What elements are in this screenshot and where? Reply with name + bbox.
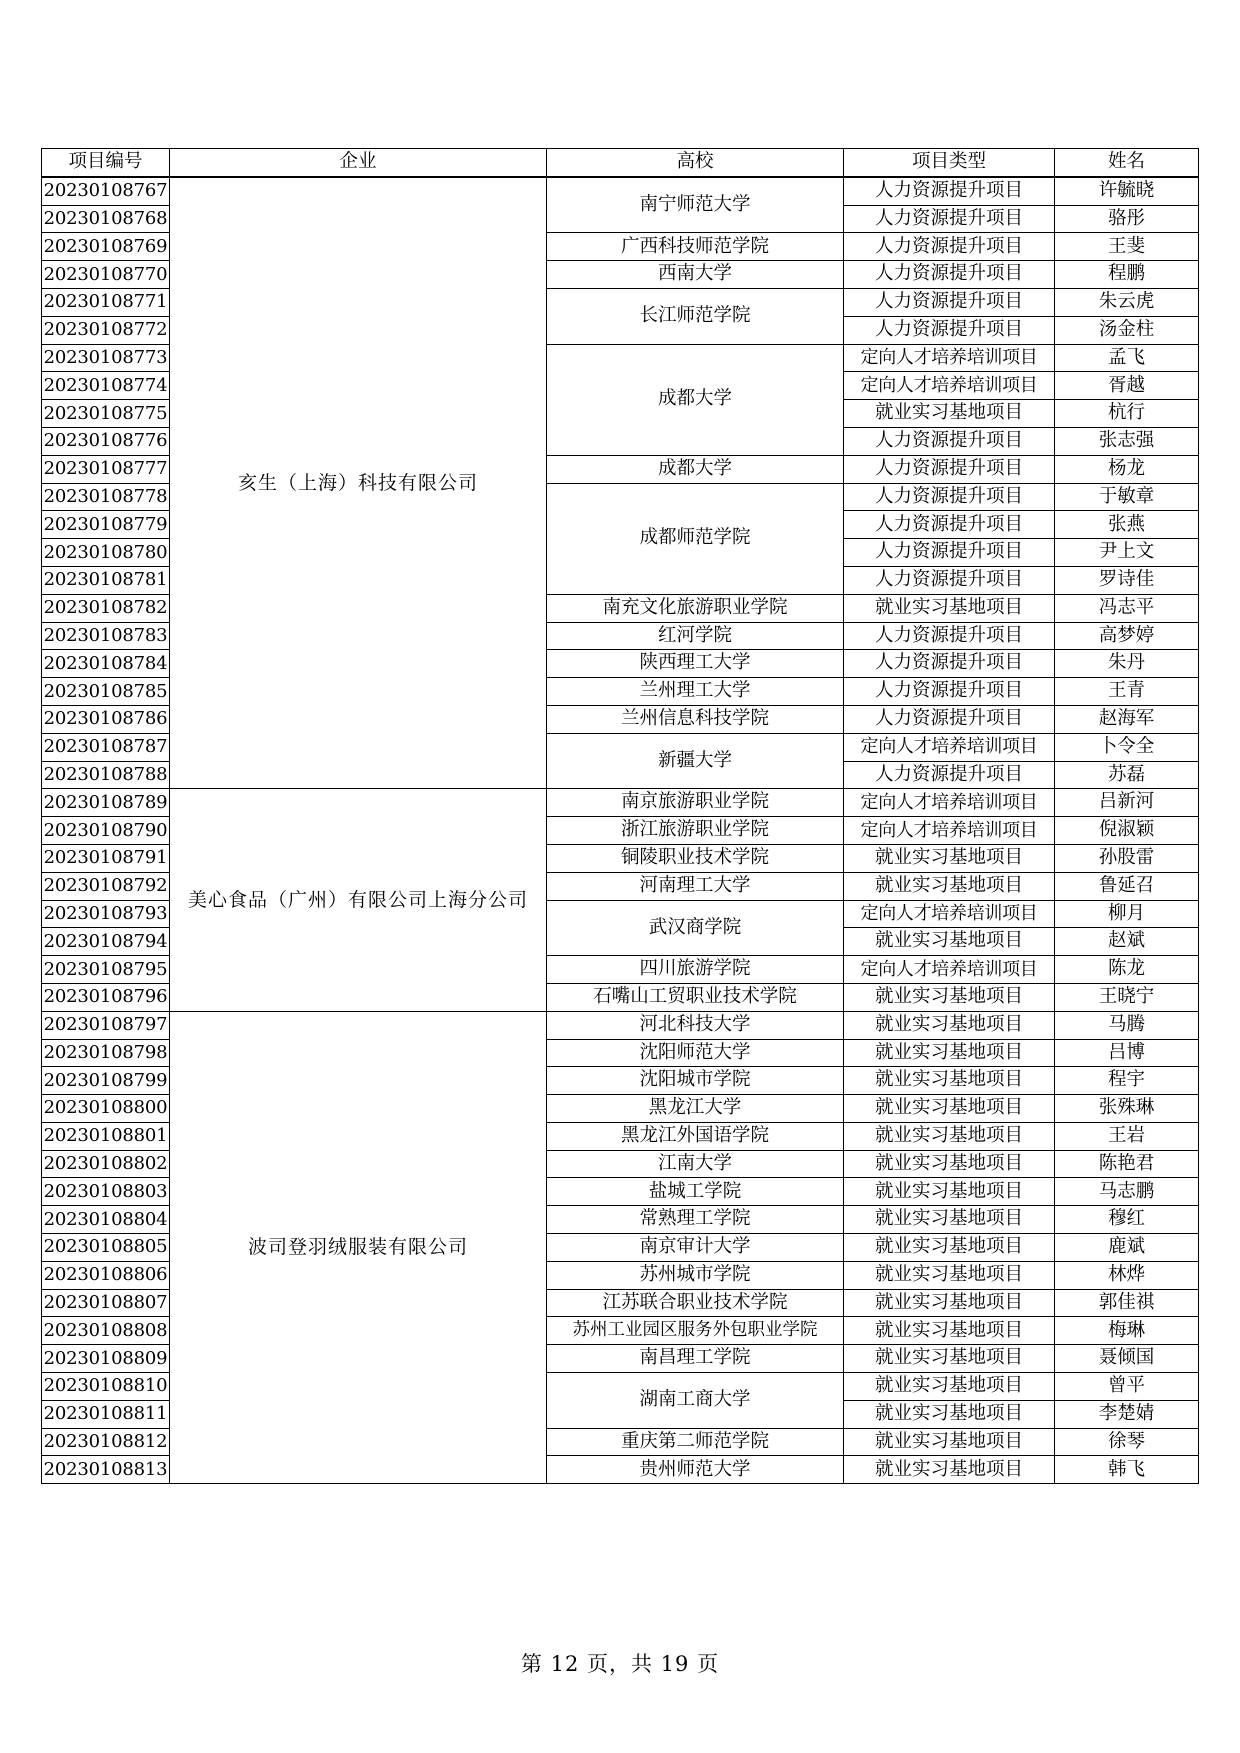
- project-type-cell: 定向人才培养培训项目: [844, 733, 1055, 761]
- person-name-cell: 鹿斌: [1055, 1234, 1199, 1262]
- project-id-cell: 20230108770: [42, 261, 170, 289]
- person-name-cell: 徐琴: [1055, 1428, 1199, 1456]
- project-id-cell: 20230108771: [42, 288, 170, 316]
- person-name-cell: 郭佳祺: [1055, 1289, 1199, 1317]
- project-id-cell: 20230108800: [42, 1095, 170, 1123]
- project-id-cell: 20230108788: [42, 761, 170, 789]
- project-type-cell: 就业实习基地项目: [844, 594, 1055, 622]
- project-type-cell: 就业实习基地项目: [844, 1345, 1055, 1373]
- university-cell: 黑龙江外国语学院: [547, 1122, 844, 1150]
- table-row: [42, 789, 1199, 817]
- project-type-cell: 人力资源提升项目: [844, 511, 1055, 539]
- project-id-cell: 20230108776: [42, 427, 170, 455]
- project-id-cell: 20230108793: [42, 900, 170, 928]
- university-cell: 兰州信息科技学院: [547, 705, 844, 733]
- project-type-cell: 人力资源提升项目: [844, 288, 1055, 316]
- person-name-cell: 韩飞: [1055, 1456, 1199, 1484]
- university-cell: 红河学院: [547, 622, 844, 650]
- project-type-cell: 就业实习基地项目: [844, 1011, 1055, 1039]
- person-name-cell: 胥越: [1055, 372, 1199, 400]
- project-type-cell: 人力资源提升项目: [844, 205, 1055, 233]
- person-name-cell: 高梦婷: [1055, 622, 1199, 650]
- person-name-cell: 孟飞: [1055, 344, 1199, 372]
- project-type-cell: 就业实习基地项目: [844, 1095, 1055, 1123]
- project-type-cell: 就业实习基地项目: [844, 1373, 1055, 1401]
- university-cell: 成都师范学院: [547, 483, 844, 594]
- person-name-cell: 曾平: [1055, 1373, 1199, 1401]
- university-cell: 南京旅游职业学院: [547, 789, 844, 817]
- person-name-cell: 杭行: [1055, 400, 1199, 428]
- person-name-cell: 许毓晓: [1055, 177, 1199, 205]
- university-cell: 西南大学: [547, 261, 844, 289]
- person-name-cell: 赵海军: [1055, 705, 1199, 733]
- university-cell: 长江师范学院: [547, 288, 844, 344]
- university-cell: 四川旅游学院: [547, 956, 844, 984]
- records-table: [41, 148, 1199, 1484]
- project-type-cell: 就业实习基地项目: [844, 983, 1055, 1011]
- university-cell: 陕西理工大学: [547, 650, 844, 678]
- page-number: 第 12 页，共 19 页: [520, 1652, 720, 1676]
- project-type-cell: 人力资源提升项目: [844, 427, 1055, 455]
- project-type-cell: 就业实习基地项目: [844, 872, 1055, 900]
- person-name-cell: 尹上文: [1055, 539, 1199, 567]
- project-id-cell: 20230108785: [42, 678, 170, 706]
- person-name-cell: 马腾: [1055, 1011, 1199, 1039]
- university-cell: 苏州工业园区服务外包职业学院: [547, 1317, 844, 1345]
- table-row: [42, 177, 1199, 205]
- header-project-id: 项目编号: [42, 149, 170, 177]
- project-id-cell: 20230108789: [42, 789, 170, 817]
- project-id-cell: 20230108804: [42, 1206, 170, 1234]
- university-cell: 重庆第二师范学院: [547, 1428, 844, 1456]
- university-cell: 南充文化旅游职业学院: [547, 594, 844, 622]
- project-type-cell: 人力资源提升项目: [844, 539, 1055, 567]
- project-id-cell: 20230108802: [42, 1150, 170, 1178]
- table-header: [42, 149, 1199, 177]
- university-cell: 河北科技大学: [547, 1011, 844, 1039]
- person-name-cell: 林烨: [1055, 1261, 1199, 1289]
- university-cell: 成都大学: [547, 344, 844, 455]
- person-name-cell: 梅琳: [1055, 1317, 1199, 1345]
- company-cell: 美心食品（广州）有限公司上海分公司: [170, 789, 547, 1011]
- university-cell: 广西科技师范学院: [547, 233, 844, 261]
- project-id-cell: 20230108781: [42, 566, 170, 594]
- project-id-cell: 20230108798: [42, 1039, 170, 1067]
- project-id-cell: 20230108791: [42, 844, 170, 872]
- university-cell: 成都大学: [547, 455, 844, 483]
- project-type-cell: 定向人才培养培训项目: [844, 817, 1055, 845]
- person-name-cell: 鲁延召: [1055, 872, 1199, 900]
- project-id-cell: 20230108783: [42, 622, 170, 650]
- project-type-cell: 就业实习基地项目: [844, 1261, 1055, 1289]
- header-name: 姓名: [1055, 149, 1199, 177]
- project-id-cell: 20230108778: [42, 483, 170, 511]
- project-type-cell: 就业实习基地项目: [844, 1067, 1055, 1095]
- project-type-cell: 就业实习基地项目: [844, 928, 1055, 956]
- person-name-cell: 杨龙: [1055, 455, 1199, 483]
- project-type-cell: 就业实习基地项目: [844, 1317, 1055, 1345]
- project-id-cell: 20230108768: [42, 205, 170, 233]
- header-project-type: 项目类型: [844, 149, 1055, 177]
- person-name-cell: 张燕: [1055, 511, 1199, 539]
- project-type-cell: 就业实习基地项目: [844, 1400, 1055, 1428]
- project-id-cell: 20230108777: [42, 455, 170, 483]
- person-name-cell: 陈龙: [1055, 956, 1199, 984]
- project-id-cell: 20230108772: [42, 316, 170, 344]
- project-id-cell: 20230108810: [42, 1373, 170, 1401]
- person-name-cell: 穆红: [1055, 1206, 1199, 1234]
- university-cell: 铜陵职业技术学院: [547, 844, 844, 872]
- university-cell: 江苏联合职业技术学院: [547, 1289, 844, 1317]
- project-id-cell: 20230108790: [42, 817, 170, 845]
- project-type-cell: 人力资源提升项目: [844, 761, 1055, 789]
- header-row: [42, 149, 1199, 177]
- project-type-cell: 就业实习基地项目: [844, 1234, 1055, 1262]
- project-type-cell: 人力资源提升项目: [844, 650, 1055, 678]
- person-name-cell: 王斐: [1055, 233, 1199, 261]
- project-id-cell: 20230108779: [42, 511, 170, 539]
- university-cell: 浙江旅游职业学院: [547, 817, 844, 845]
- person-name-cell: 程宇: [1055, 1067, 1199, 1095]
- person-name-cell: 朱云虎: [1055, 288, 1199, 316]
- project-type-cell: 人力资源提升项目: [844, 177, 1055, 205]
- person-name-cell: 张殊琳: [1055, 1095, 1199, 1123]
- project-id-cell: 20230108797: [42, 1011, 170, 1039]
- university-cell: 盐城工学院: [547, 1178, 844, 1206]
- project-type-cell: 人力资源提升项目: [844, 316, 1055, 344]
- person-name-cell: 赵斌: [1055, 928, 1199, 956]
- university-cell: 南昌理工学院: [547, 1345, 844, 1373]
- university-cell: 常熟理工学院: [547, 1206, 844, 1234]
- project-type-cell: 就业实习基地项目: [844, 1428, 1055, 1456]
- person-name-cell: 孙股雷: [1055, 844, 1199, 872]
- project-id-cell: 20230108792: [42, 872, 170, 900]
- university-cell: 兰州理工大学: [547, 678, 844, 706]
- person-name-cell: 骆彤: [1055, 205, 1199, 233]
- university-cell: 武汉商学院: [547, 900, 844, 956]
- company-cell: 波司登羽绒服装有限公司: [170, 1011, 547, 1484]
- person-name-cell: 卜令全: [1055, 733, 1199, 761]
- project-id-cell: 20230108805: [42, 1234, 170, 1262]
- project-type-cell: 定向人才培养培训项目: [844, 956, 1055, 984]
- project-id-cell: 20230108774: [42, 372, 170, 400]
- university-cell: 黑龙江大学: [547, 1095, 844, 1123]
- project-type-cell: 人力资源提升项目: [844, 678, 1055, 706]
- header-company: 企业: [170, 149, 547, 177]
- person-name-cell: 李楚婧: [1055, 1400, 1199, 1428]
- project-id-cell: 20230108812: [42, 1428, 170, 1456]
- project-id-cell: 20230108811: [42, 1400, 170, 1428]
- project-type-cell: 就业实习基地项目: [844, 1289, 1055, 1317]
- project-id-cell: 20230108796: [42, 983, 170, 1011]
- project-id-cell: 20230108813: [42, 1456, 170, 1484]
- university-cell: 新疆大学: [547, 733, 844, 789]
- project-type-cell: 就业实习基地项目: [844, 1122, 1055, 1150]
- person-name-cell: 陈艳君: [1055, 1150, 1199, 1178]
- project-id-cell: 20230108808: [42, 1317, 170, 1345]
- table-row: [42, 1011, 1199, 1039]
- university-cell: 石嘴山工贸职业技术学院: [547, 983, 844, 1011]
- university-cell: 南宁师范大学: [547, 177, 844, 233]
- person-name-cell: 聂倾国: [1055, 1345, 1199, 1373]
- project-type-cell: 人力资源提升项目: [844, 705, 1055, 733]
- project-id-cell: 20230108784: [42, 650, 170, 678]
- project-id-cell: 20230108787: [42, 733, 170, 761]
- project-id-cell: 20230108795: [42, 956, 170, 984]
- person-name-cell: 王晓宁: [1055, 983, 1199, 1011]
- project-id-cell: 20230108773: [42, 344, 170, 372]
- project-type-cell: 人力资源提升项目: [844, 622, 1055, 650]
- project-type-cell: 人力资源提升项目: [844, 455, 1055, 483]
- project-type-cell: 就业实习基地项目: [844, 1178, 1055, 1206]
- project-type-cell: 就业实习基地项目: [844, 1150, 1055, 1178]
- person-name-cell: 苏磊: [1055, 761, 1199, 789]
- person-name-cell: 马志鹏: [1055, 1178, 1199, 1206]
- project-type-cell: 定向人才培养培训项目: [844, 344, 1055, 372]
- project-id-cell: 20230108799: [42, 1067, 170, 1095]
- project-type-cell: 就业实习基地项目: [844, 1039, 1055, 1067]
- person-name-cell: 程鹏: [1055, 261, 1199, 289]
- table-body: [42, 177, 1199, 1484]
- university-cell: 河南理工大学: [547, 872, 844, 900]
- person-name-cell: 张志强: [1055, 427, 1199, 455]
- university-cell: 南京审计大学: [547, 1234, 844, 1262]
- project-id-cell: 20230108775: [42, 400, 170, 428]
- project-id-cell: 20230108803: [42, 1178, 170, 1206]
- person-name-cell: 罗诗佳: [1055, 566, 1199, 594]
- project-type-cell: 就业实习基地项目: [844, 400, 1055, 428]
- person-name-cell: 王青: [1055, 678, 1199, 706]
- person-name-cell: 吕博: [1055, 1039, 1199, 1067]
- company-cell: 亥生（上海）科技有限公司: [170, 177, 547, 789]
- project-id-cell: 20230108780: [42, 539, 170, 567]
- person-name-cell: 倪淑颖: [1055, 817, 1199, 845]
- person-name-cell: 朱丹: [1055, 650, 1199, 678]
- project-type-cell: 人力资源提升项目: [844, 566, 1055, 594]
- project-id-cell: 20230108807: [42, 1289, 170, 1317]
- person-name-cell: 吕新河: [1055, 789, 1199, 817]
- project-id-cell: 20230108769: [42, 233, 170, 261]
- person-name-cell: 于敏章: [1055, 483, 1199, 511]
- university-cell: 苏州城市学院: [547, 1261, 844, 1289]
- project-id-cell: 20230108782: [42, 594, 170, 622]
- project-id-cell: 20230108794: [42, 928, 170, 956]
- project-type-cell: 定向人才培养培训项目: [844, 900, 1055, 928]
- university-cell: 沈阳师范大学: [547, 1039, 844, 1067]
- project-type-cell: 人力资源提升项目: [844, 233, 1055, 261]
- university-cell: 沈阳城市学院: [547, 1067, 844, 1095]
- university-cell: 湖南工商大学: [547, 1373, 844, 1429]
- person-name-cell: 柳月: [1055, 900, 1199, 928]
- project-type-cell: 人力资源提升项目: [844, 261, 1055, 289]
- project-id-cell: 20230108809: [42, 1345, 170, 1373]
- project-type-cell: 就业实习基地项目: [844, 844, 1055, 872]
- project-id-cell: 20230108801: [42, 1122, 170, 1150]
- project-id-cell: 20230108806: [42, 1261, 170, 1289]
- person-name-cell: 冯志平: [1055, 594, 1199, 622]
- university-cell: 江南大学: [547, 1150, 844, 1178]
- project-type-cell: 就业实习基地项目: [844, 1206, 1055, 1234]
- university-cell: 贵州师范大学: [547, 1456, 844, 1484]
- project-id-cell: 20230108786: [42, 705, 170, 733]
- project-id-cell: 20230108767: [42, 177, 170, 205]
- project-type-cell: 定向人才培养培训项目: [844, 789, 1055, 817]
- project-type-cell: 定向人才培养培训项目: [844, 372, 1055, 400]
- person-name-cell: 王岩: [1055, 1122, 1199, 1150]
- project-type-cell: 就业实习基地项目: [844, 1456, 1055, 1484]
- project-type-cell: 人力资源提升项目: [844, 483, 1055, 511]
- header-university: 高校: [547, 149, 844, 177]
- person-name-cell: 汤金柱: [1055, 316, 1199, 344]
